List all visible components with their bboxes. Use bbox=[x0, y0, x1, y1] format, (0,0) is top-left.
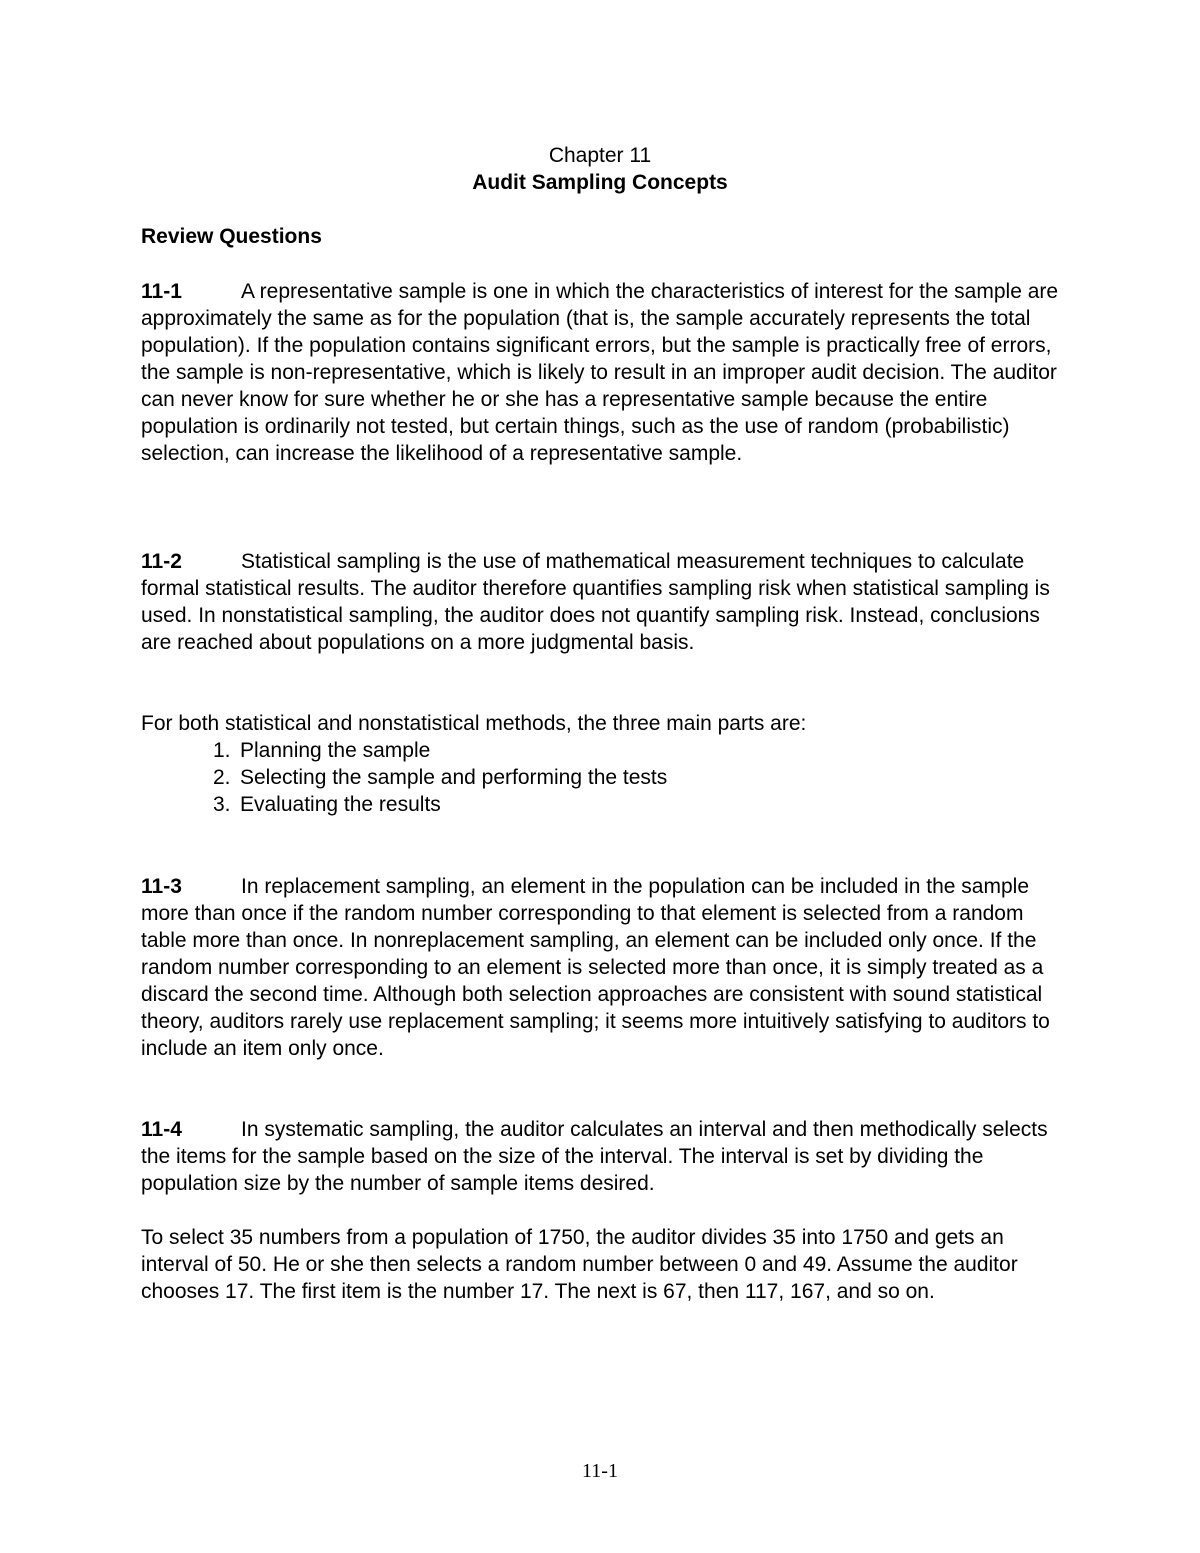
chapter-label: Chapter 11 bbox=[548, 144, 652, 167]
question-number: 11-4 bbox=[141, 1118, 182, 1141]
section-heading: Review Questions bbox=[141, 225, 322, 248]
question-text: In systematic sampling, the auditor calculates an interval and then methodically selects the items for the sample based on the size of the interval. The interval is set by dividing the population size by the number of sample items desired. bbox=[141, 1118, 1048, 1195]
question-11-2-paragraph-2: For both statistical and nonstatistical methods, the three main parts are: bbox=[141, 712, 807, 735]
list-item bbox=[141, 791, 667, 818]
question-text: A representative sample is one in which the characteristics of interest for the sample are approximately the same as for the population (that is, the sample accurately represents the total population). If the population contains significant errors, but the sample is practically free of errors, the sample is non-representative, which is likely to result in an improper audit decision. The auditor can never know for sure whether he or she has a representative sample because the entire population is ordinarily not tested, but certain things, such as the use of random (probabilistic) selection, can increase the likelihood of a representative sample. bbox=[141, 280, 1059, 465]
question-text: In replacement sampling, an element in the population can be included in the sample more than once if the random number corresponding to that element is selected from a random table more than once. In nonreplacement sampling, an element can be included only once. If the random number corresponding to an element is selected more than once, it is simply treated as a discard the second time. Although both selection approaches are consistent with sound statistical theory, auditors rarely use replacement sampling; it seems more intuitively satisfying to auditors to include an item only once. bbox=[141, 875, 1050, 1060]
chapter-title: Audit Sampling Concepts bbox=[472, 171, 728, 194]
question-11-2 bbox=[141, 548, 1071, 656]
question-11-1 bbox=[141, 278, 1071, 467]
question-11-3 bbox=[141, 873, 1071, 1062]
list-item-text: Evaluating the results bbox=[240, 793, 441, 816]
list-item-text: Selecting the sample and performing the tests bbox=[240, 766, 668, 789]
list-item-text: Planning the sample bbox=[240, 739, 431, 762]
list-item bbox=[141, 764, 667, 791]
list-item-number: 3. bbox=[213, 793, 231, 816]
list-item bbox=[141, 737, 667, 764]
page-number: 11-1 bbox=[582, 1460, 618, 1482]
main-parts-list bbox=[141, 737, 667, 818]
question-number: 11-3 bbox=[141, 875, 182, 898]
question-number: 11-2 bbox=[141, 550, 182, 573]
question-11-4 bbox=[141, 1116, 1071, 1197]
question-11-4-paragraph-2: To select 35 numbers from a population of 1750, the auditor divides 35 into 1750 and gets an interval of 50. He or she then selects a random number between 0 and 49. Assume the auditor chooses 17. The first item is the number 17. The next is 67, then 117, 167, and so on. bbox=[141, 1226, 1018, 1303]
list-item-number: 1. bbox=[213, 739, 231, 762]
list-item-number: 2. bbox=[213, 766, 231, 789]
question-text: Statistical sampling is the use of mathematical measurement techniques to calculate formal statistical results. The auditor therefore quantifies sampling risk when statistical sampling is used. In nonstatistical sampling, the auditor does not quantify sampling risk. Instead, conclusions are reached about populations on a more judgmental basis. bbox=[141, 550, 1050, 654]
question-number: 11-1 bbox=[141, 280, 182, 303]
